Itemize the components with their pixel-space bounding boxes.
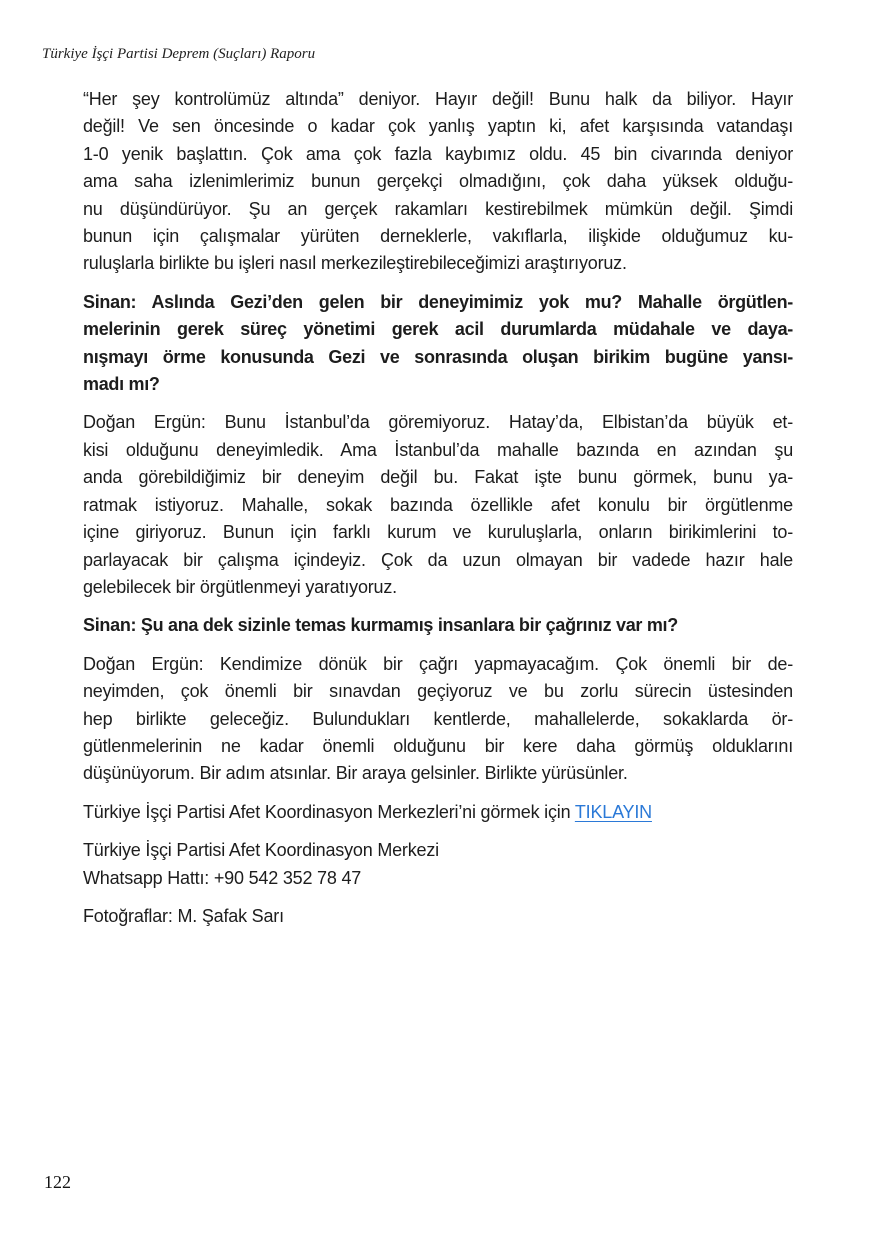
text-line: nışmayı örme konusunda Gezi ve sonrasında oluşan birikim bugüne yansı-: [83, 346, 793, 367]
text-line: neyimden, çok önemli bir sınavdan geçiyoruz ve bu zorlu sürecin üstesinden: [83, 681, 793, 702]
body-paragraph: [83, 799, 793, 826]
text-line: değil! Ve sen öncesinde o kadar çok yanlış yaptın ki, afet karşısında vatandaşı: [83, 116, 793, 137]
text-line: ama saha izlenimlerimiz bunun gerçekçi olmadığını, çok daha yüksek olduğu-: [83, 171, 793, 192]
text-line: Doğan Ergün: Kendimize dönük bir çağrı yapmayacağım. Çok önemli bir de-: [83, 653, 793, 674]
body-paragraph: [83, 837, 793, 892]
text-line: 1-0 yenik başlattın. Çok ama çok fazla kaybımız oldu. 45 bin civarında deniyor: [83, 143, 793, 164]
text-line: gelebilecek bir örgütlenmeyi yaratıyoruz.: [83, 576, 397, 597]
text-line: parlayacak bir çalışma içindeyiz. Çok da uzun olmayan bir vadede hazır hale: [83, 549, 793, 570]
text-line: nu düşündürüyor. Şu an gerçek rakamları kestirebilmek mümkün değil. Şimdi: [83, 198, 793, 219]
body-paragraph: [83, 409, 793, 601]
text-line: Whatsapp Hattı: +90 542 352 78 47: [83, 867, 362, 888]
text-line: melerinin gerek süreç yönetimi gerek acil durumlarda müdahale ve daya-: [83, 319, 793, 340]
question-paragraph: [83, 289, 793, 399]
page-number: 122: [44, 1172, 71, 1192]
text-line: Fotoğraflar: M. Şafak Sarı: [83, 905, 284, 926]
text-line: içine giriyoruz. Bunun için farklı kurum ve kuruluşlarla, onların birikimlerini to-: [83, 522, 793, 543]
text-line: anda görebildiğimiz bir deneyim değil bu. Fakat işte bunu görmek, bunu ya-: [83, 467, 793, 488]
text-line: ratmak istiyoruz. Mahalle, sokak bazında özellikle afet konulu bir örgütlenme: [83, 494, 793, 515]
text-line: hep birlikte geleceğiz. Bulundukları kentlerde, mahallelerde, sokaklarda ör-: [83, 708, 793, 729]
link-prefix-text: Türkiye İşçi Partisi Afet Koordinasyon Merkezleri’ni görmek için: [83, 801, 575, 822]
text-line: Türkiye İşçi Partisi Afet Koordinasyon Merkezi: [83, 840, 439, 861]
body-paragraph: [83, 86, 793, 278]
text-line: kisi olduğunu deneyimledik. Ama İstanbul’da mahalle bazında en azından şu: [83, 439, 793, 460]
text-line: Sinan: Aslında Gezi’den gelen bir deneyimimiz yok mu? Mahalle örgütlen-: [83, 291, 793, 312]
body-paragraph: [83, 651, 793, 788]
text-line: bunun için çalışmalar yürüten derneklerle, vakıflarla, ilişkide olduğumuz ku-: [83, 226, 793, 247]
text-line: madı mı?: [83, 374, 160, 395]
text-line: ruluşlarla birlikte bu işleri nasıl merkezileştirebileceğimizi araştırıyoruz.: [83, 253, 627, 274]
text-line: “Her şey kontrolümüz altında” deniyor. Hayır değil! Bunu halk da biliyor. Hayır: [83, 89, 793, 109]
running-header: Türkiye İşçi Partisi Deprem (Suçları) Raporu: [42, 46, 316, 62]
text-line: [83, 799, 793, 826]
text-line: gütlenmelerinin ne kadar önemli olduğunu bir kere daha görmüş olduklarını: [83, 735, 793, 756]
body-paragraph: [83, 903, 793, 930]
content: [83, 86, 793, 941]
tiklayin-link[interactable]: TIKLAYIN: [574, 801, 652, 822]
text-line: düşünüyorum. Bir adım atsınlar. Bir araya gelsinler. Birlikte yürüsünler.: [83, 763, 628, 784]
question-paragraph: [83, 612, 793, 639]
text-line: Sinan: Şu ana dek sizinle temas kurmamış insanlara bir çağrınız var mı?: [83, 615, 678, 636]
text-line: Doğan Ergün: Bunu İstanbul’da göremiyoruz. Hatay’da, Elbistan’da büyük et-: [83, 412, 793, 433]
